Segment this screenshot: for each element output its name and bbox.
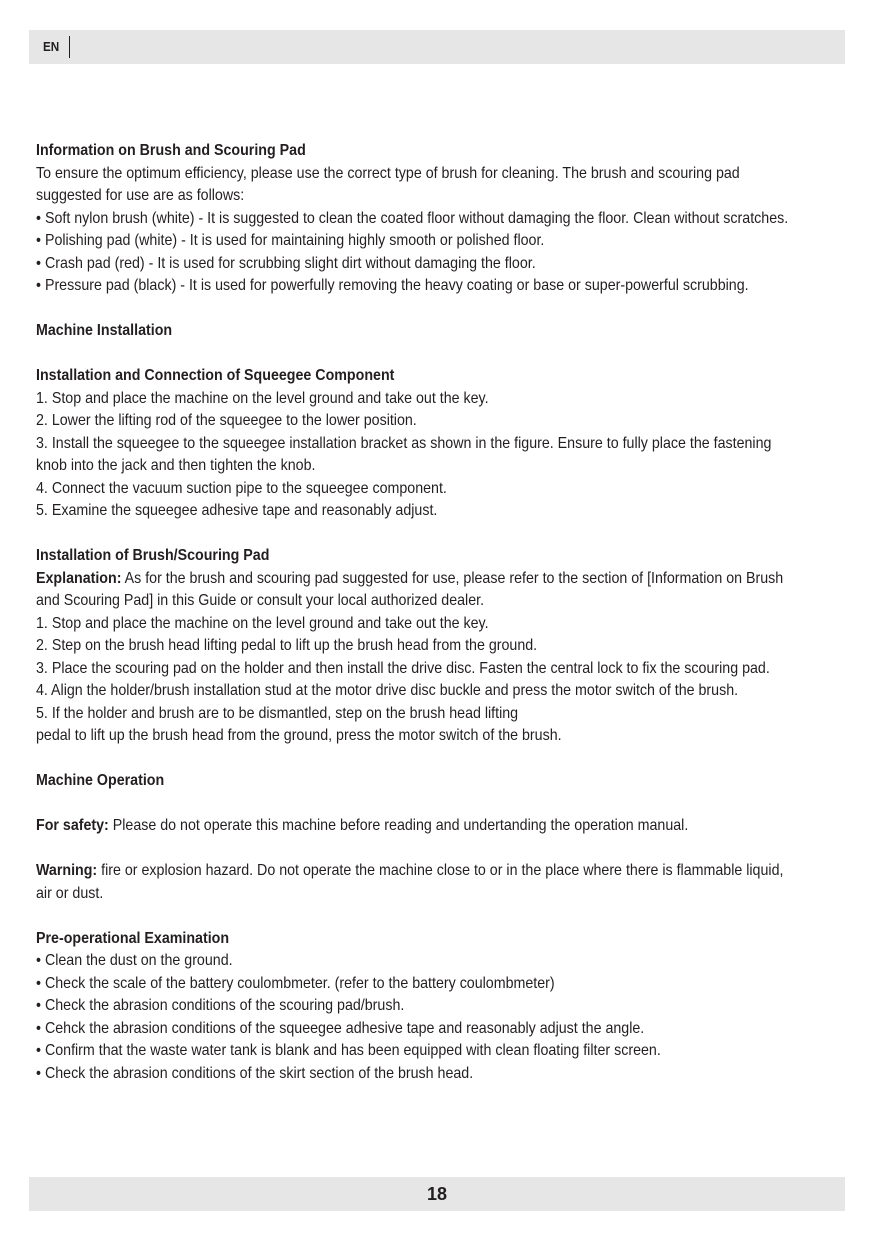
list-item: 2. Lower the lifting rod of the squeegee to the lower position. — [36, 412, 417, 429]
list-item: • Confirm that the waste water tank is blank and has been equipped with clean floating filter screen. — [36, 1042, 661, 1059]
list-item: 5. If the holder and brush are to be dismantled, step on the brush head lifting — [36, 704, 519, 722]
safety-label: For safety: — [36, 817, 109, 834]
explanation-text: As for the brush and scouring pad suggested for use, please refer to the section of [Information on Brush — [121, 569, 784, 587]
list-item: 1. Stop and place the machine on the level ground and take out the key. — [36, 389, 489, 407]
list-item: • Cehck the abrasion conditions of the squeegee adhesive tape and reasonably adjust the angle. — [36, 1019, 645, 1037]
section-title-brush-install: Installation of Brush/Scouring Pad — [36, 547, 270, 564]
paragraph: suggested for use are as follows: — [36, 187, 245, 204]
list-item: • Check the abrasion conditions of the skirt section of the brush head. — [36, 1064, 474, 1082]
explanation-paragraph — [36, 568, 784, 591]
warning-paragraph — [36, 860, 784, 883]
explanation-label: Explanation: — [36, 569, 122, 587]
section-title-brush-info: Information on Brush and Scouring Pad — [36, 142, 306, 159]
section-title-operation: Machine Operation — [36, 772, 165, 789]
list-item: • Check the abrasion conditions of the scouring pad/brush. — [36, 997, 405, 1014]
paragraph: and Scouring Pad] in this Guide or consult your local authorized dealer. — [36, 592, 485, 609]
safety-paragraph — [36, 815, 748, 838]
warning-label: Warning: — [36, 862, 98, 879]
language-label: EN — [43, 39, 60, 54]
paragraph: air or dust. — [36, 884, 104, 902]
footer-bar — [29, 1177, 845, 1211]
header-bar — [29, 30, 845, 64]
header-divider — [69, 36, 70, 58]
section-title-pre-op: Pre-operational Examination — [36, 929, 230, 947]
page-content — [36, 140, 836, 1085]
list-item: • Polishing pad (white) - It is used for maintaining highly smooth or polished floor. — [36, 232, 545, 249]
page-number: 18 — [426, 1184, 448, 1204]
list-item: 1. Stop and place the machine on the level ground and take out the key. — [36, 614, 489, 632]
section-title-machine-installation: Machine Installation — [36, 322, 173, 339]
list-item: • Check the scale of the battery coulombmeter. (refer to the battery coulombmeter) — [36, 974, 555, 992]
list-item: 5. Examine the squeegee adhesive tape and reasonably adjust. — [36, 502, 438, 519]
list-item: 4. Align the holder/brush installation stud at the motor drive disc buckle and press the motor switch of the brush. — [36, 682, 739, 699]
list-item: 2. Step on the brush head lifting pedal to lift up the brush head from the ground. — [36, 637, 538, 654]
list-item: 4. Connect the vacuum suction pipe to the squeegee component. — [36, 479, 447, 497]
list-item: • Soft nylon brush (white) - It is suggested to clean the coated floor without damaging the floor. Clean without scratches. — [36, 209, 789, 227]
list-item: 3. Install the squeegee to the squeegee installation bracket as shown in the figure. Ensure to fully place the fastening — [36, 434, 772, 452]
list-item: • Pressure pad (black) - It is used for powerfully removing the heavy coating or base or super-powerful scrubbing. — [36, 277, 749, 294]
list-item: • Crash pad (red) - It is used for scrubbing slight dirt without damaging the floor. — [36, 254, 536, 272]
warning-text: fire or explosion hazard. Do not operate the machine close to or in the place where there is flammable liquid, — [97, 862, 784, 879]
list-item: pedal to lift up the brush head from the ground, press the motor switch of the brush. — [36, 727, 562, 744]
list-item: 3. Place the scouring pad on the holder and then install the drive disc. Fasten the central lock to fix the scouring pad. — [36, 659, 770, 677]
list-item: • Clean the dust on the ground. — [36, 952, 233, 969]
section-title-squeegee: Installation and Connection of Squeegee Component — [36, 367, 395, 384]
list-item: knob into the jack and then tighten the knob. — [36, 457, 316, 474]
safety-text: Please do not operate this machine before reading and undertanding the operation manual. — [108, 817, 689, 834]
paragraph: To ensure the optimum efficiency, please use the correct type of brush for cleaning. The brush and scouring pad — [36, 164, 740, 182]
